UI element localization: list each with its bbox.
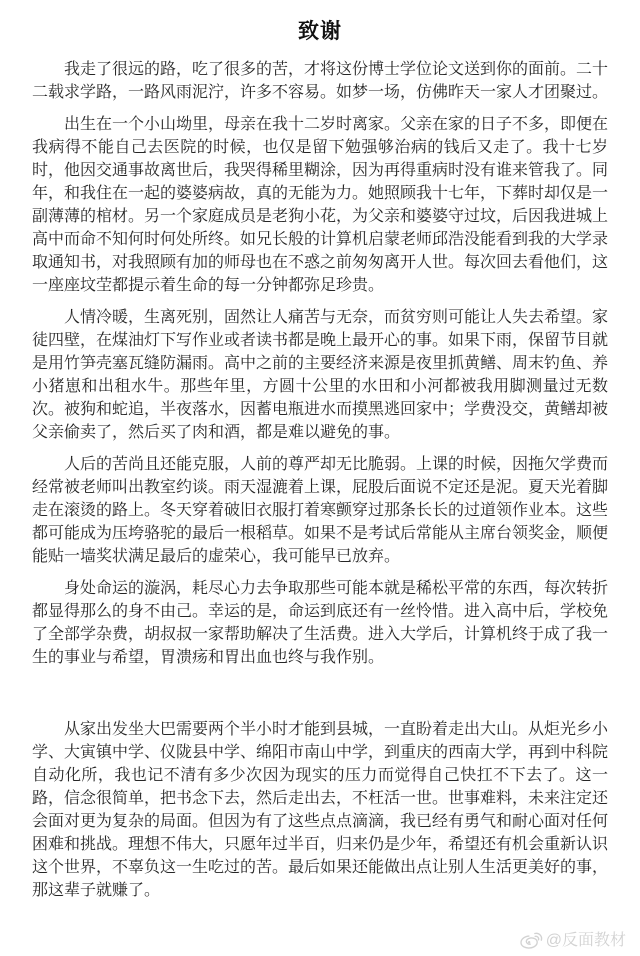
document-title: 致谢 bbox=[298, 19, 342, 43]
watermark bbox=[519, 927, 626, 950]
paragraph-6: 从家出发坐大巴需要两个半小时才能到县城，一直盼着走出大山。从炬光乡小学、大寅镇中学、仪陇县中学、绵阳市南山中学，到重庆的西南大学，再到中科院自动化所，我也记不清有多少次因为现实的压力而觉得自己快扛不下去了。这一路，信念很简单，把书念下去，然后走出去，不枉活一世。世事难料，未来注定还会面对更为复杂的局面。但因为有了这些点点滴滴，我已经有勇气和耐心面对任何困难和挑战。理想不伟大，只愿年过半百，归来仍是少年，希望还有机会重新认识这个世界，不辜负这一生吃过的苦。最后如果还能做出点让别人生活更美好的事，那这辈子就赚了。 bbox=[32, 721, 609, 899]
weibo-icon bbox=[519, 928, 543, 950]
paragraph-3: 人情冷暖，生离死别，固然让人痛苦与无奈，而贫穷则可能让人失去希望。家徒四壁，在煤油灯下写作业或者读书都是晚上最开心的事。如果下雨，保留节目就是用竹笋壳塞瓦缝防漏雨。高中之前的主要经济来源是夜里抓黄鳝、周末钓鱼、养小猪崽和出租水牛。那些年里，方圆十公里的水田和小河都被我用脚测量过无数次。被狗和蛇追，半夜落水，因蓄电瓶进水而摸黑逃回家中；学费没交，黄鳝却被父亲偷卖了，然后买了肉和酒，都是难以避免的事。 bbox=[32, 309, 609, 441]
paragraph-2: 出生在一个小山坳里，母亲在我十二岁时离家。父亲在家的日子不多，即便在我病得不能自己去医院的时候，也仅是留下勉强够治病的钱后又走了。我十七岁时，他因交通事故离世后，我哭得稀里糊涂，因为再得重病时没有谁来管我了。同年，和我住在一起的婆婆病故，真的无能为力。她照顾我十七年，下葬时却仅是一副薄薄的棺材。另一个家庭成员是老狗小花，为父亲和婆婆守过坟，后因我进城上高中而命不知何时何处所终。如兄长般的计算机启蒙老师邱浩没能看到我的大学录取通知书，对我照顾有加的师母也在不惑之前匆匆离开人世。每次回去看他们，这一座座坟茔都提示着生命的每一分钟都弥足珍贵。 bbox=[32, 116, 609, 294]
section-gap bbox=[32, 678, 608, 718]
paragraph-1: 我走了很远的路，吃了很多的苦，才将这份博士学位论文送到你的面前。二十二载求学路，一路风雨泥泞，许多不容易。如梦一场，仿佛昨天一家人才团聚过。 bbox=[32, 61, 609, 101]
paragraph-4: 人后的苦尚且还能克服，人前的尊严却无比脆弱。上课的时候，因拖欠学费而经常被老师叫出教室约谈。雨天湿漉着上课，屁股后面说不定还是泥。夏天光着脚走在滚烫的路上。冬天穿着破旧衣服打着寒颤穿过那条长长的过道领作业本。这些都可能成为压垮骆驼的最后一根稻草。如果不是考试后常能从主席台领奖金，顺便能贴一墙奖状满足最后的虚荣心，我可能早已放弃。 bbox=[32, 456, 609, 565]
paragraph-5: 身处命运的漩涡，耗尽心力去争取那些可能本就是稀松平常的东西，每次转折都显得那么的身不由己。幸运的是，命运到底还有一丝怜惜。进入高中后，学校免了全部学杂费，胡叔叔一家帮助解决了生活费。进入大学后，计算机终于成了我一生的事业与希望，胃溃疡和胃出血也终与我作别。 bbox=[32, 580, 609, 666]
watermark-handle: @反面教材 bbox=[545, 932, 626, 949]
